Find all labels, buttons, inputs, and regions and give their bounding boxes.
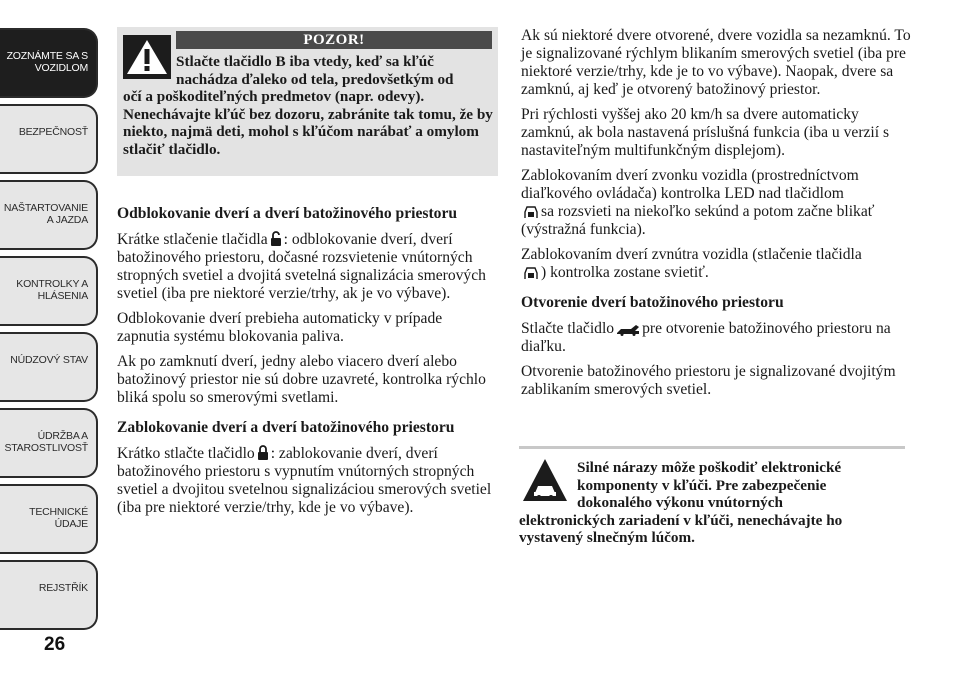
heading-unlock: Odblokovanie dverí a dverí batožinového priestoru	[117, 205, 458, 222]
warning-box	[117, 27, 498, 176]
note-rest: elektronických zariadení v kľúči, nenechávajte ho vystavený slnečným lúčom.	[519, 511, 843, 546]
paragraph-trunk-signal: Otvorenie batožinového priestoru je signalizované dvojitým zablikaním smerových svetiel.	[521, 363, 896, 398]
trunk-open-icon	[616, 322, 640, 336]
paragraph-not-closed: Ak po zamknutí dverí, jedny alebo viacero dverí alebo batožinový priestor nie sú dobre uzavreté, kontrolka rýchlo bliká spolu so smerovými svetlami.	[117, 353, 486, 406]
page-number: 26	[44, 634, 66, 655]
warning-text	[117, 53, 495, 158]
text-fragment: Zablokovaním dverí zvnútra vozidla (stlačenie tlačidla	[521, 246, 862, 263]
heading-lock: Zablokovanie dverí a dverí batožinového priestoru	[117, 419, 455, 436]
note-line-1: Silné nárazy môže poškodiť elektronické	[577, 459, 842, 476]
text-fragment: Krátko stlačte tlačidlo	[117, 445, 255, 462]
warning-title: POZOR!	[176, 31, 492, 49]
paragraph-led-inside	[521, 246, 911, 282]
text-fragment: Zablokovaním dverí zvonku vozidla (prostredníctvom diaľkového ovládača) kontrolka LED nad tlačidlom	[521, 167, 859, 202]
sidebar-tab-nastartovanie[interactable]: NAŠTARTOVANIE A JAZDA	[0, 180, 98, 250]
warning-line-1: Stlačte tlačidlo B iba vtedy, keď sa kľúč	[176, 53, 434, 70]
paragraph-doors-open: Ak sú niektoré dvere otvorené, dvere vozidla sa nezamknú. To je signalizované rýchlym blikaním smerových svetiel (iba pre niektoré verzie/trhy, kde je to vo výbave). Naopak, dvere sa zamknú, aj keď je otvorený batožinový priestor.	[521, 27, 911, 98]
paragraph-unlock-press	[117, 231, 497, 303]
sidebar-tab-udrzba[interactable]: ÚDRŽBA A STAROSTLIVOSŤ	[0, 408, 98, 478]
left-column	[117, 205, 497, 524]
note-line-3: dokonalého výkonu vnútorných	[577, 494, 783, 511]
car-lock-icon	[523, 205, 539, 219]
paragraph-auto-unlock: Odblokovanie dverí prebieha automaticky v prípade zapnutia systému blokovania paliva.	[117, 310, 443, 345]
text-fragment: sa rozsvieti na niekoľko sekúnd a potom začne blikať (výstražná funkcia).	[521, 203, 875, 238]
text-fragment: ) kontrolka zostane svietiť.	[541, 264, 709, 281]
sidebar-tab-rejstrik[interactable]: REJSTŘÍK	[0, 560, 98, 630]
text-fragment: : zablokovanie dverí, dverí batožinového priestoru s vypnutím vnútorných stropných svetiel a dvojitou svetelnou signalizáciou smerových svetiel (iba pre niektoré verzie/trhy, kde je vo výbave).	[117, 445, 492, 516]
text-fragment: : odblokovanie dverí, dverí batožinového priestoru, dočasné rozsvietenie vnútorných stropných svetiel a dvojitá svetelná signalizácia smerových svetiel (iba pre niektoré verzie/trhy, ak je vo výbave).	[117, 231, 486, 302]
note-text	[519, 459, 905, 547]
text-fragment: pre otvorenie batožinového priestoru na diaľku.	[521, 320, 891, 355]
text-fragment: Stlačte tlačidlo	[521, 320, 615, 337]
paragraph-lock-press	[117, 445, 497, 517]
sidebar-tab-bezpecnost[interactable]: BEZPEČNOSŤ	[0, 104, 98, 174]
text-fragment: Krátke stlačenie tlačidla	[117, 231, 268, 248]
car-lock-icon	[523, 266, 539, 280]
paragraph-speed-lock: Pri rýchlosti vyššej ako 20 km/h sa dvere automaticky zamknú, ak bola nastavená príslušná funkcia (iba u verzií s nastaviteľným multifunkčným displejom).	[521, 106, 890, 159]
warning-line-2: nachádza ďaleko od tela, predovšetkým od	[176, 70, 454, 88]
note-line-2: komponenty v kľúči. Pre zabezpečenie	[577, 476, 827, 494]
sidebar-tab-kontrolky[interactable]: KONTROLKY A HLÁSENIA	[0, 256, 98, 326]
heading-trunk-open: Otvorenie dverí batožinového priestoru	[521, 294, 784, 311]
sidebar-tab-technicke-udaje[interactable]: TECHNICKÉ ÚDAJE	[0, 484, 98, 554]
paragraph-trunk-press	[521, 320, 911, 356]
sidebar-tab-nudzovy-stav[interactable]: NÚDZOVÝ STAV	[0, 332, 98, 402]
unlock-icon	[270, 231, 282, 247]
warning-rest: očí a poškoditeľných predmetov (napr. odevy). Nenechávajte kľúč bez dozoru, zabránite tak tomu, že by niekto, najmä deti, mohol s kľúčom narábať a omylom stlačiť tlačidlo.	[123, 88, 493, 158]
paragraph-led-outside	[521, 167, 911, 239]
note-box	[519, 446, 905, 557]
lock-icon	[257, 445, 269, 461]
right-column	[521, 27, 911, 406]
sidebar-tab-vozidlo[interactable]: ZOZNÁMTE SA S VOZIDLOM	[0, 28, 98, 98]
